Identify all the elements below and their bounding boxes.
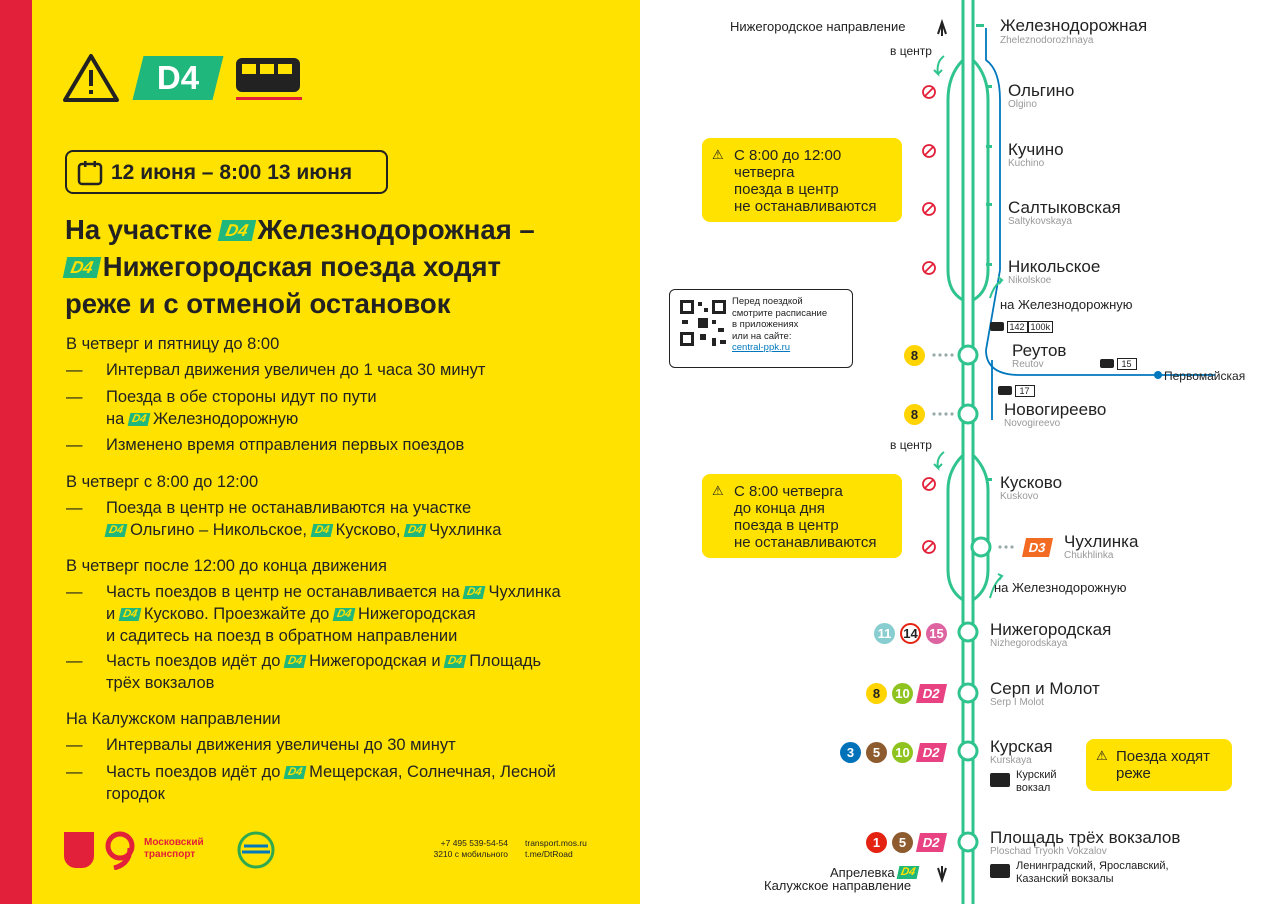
station-ring — [959, 742, 977, 760]
note-text — [1116, 748, 1210, 782]
d2-badge: D2 — [916, 833, 947, 852]
item-line: Чухлинка — [488, 583, 561, 601]
to-zhd-label: на Железнодорожную — [1000, 297, 1133, 312]
station-name: Никольское — [1008, 257, 1101, 276]
item-line: на — [106, 410, 125, 428]
note-line: до конца дня — [734, 500, 825, 517]
station-name: Кусково — [1000, 473, 1063, 492]
item-text: Интервалы движения увеличены до 30 минут — [106, 736, 456, 754]
poster: D4 12 июня – 8:00 13 июня На участке D4 Железнодорожная – D4 Нижегородская поезда ходят реже и с отменой остановок В четверг и пятницу до 8:00 — Интервал движения увеличен до 1 часа 30 минут — Поезда в обе стороны идут по пути на D4 Железнодорожную — Изменено время отправления первых поездов В четверг с 8:00 до 12:00 — Поезда в центр не останавливаются на участке D4 Ольгино – Никольское, D4 Кусково, D4 Чухлинка В четверг после 12:00 до конца движения — Часть поездов в центр не останавливается на D4 Чухлинка и D4 Кусково. Проезжайте до D4 Нижегородская и садитесь на поезд в обратном направлении — Часть поездов идёт до D4 Нижегородская и D4 Площадь трёх вокзалов На Калужском направлении — Интервалы движения увеличены до 30 минут — Часть поездов идёт до D4 Мещерская, Солнечная, Лесной городок Московский транспорт +7 495 539-54-54 3210 с мобильного transport.mos.ru t.me/DtRoad Нижегородское направление в центр в центр на Железнодорожную на Железнодорожную Первомайская Апрелевка D4 Калужское направление Железнодорожная Zheleznodorozhnaya Ольгино Olgino Кучино Kuchino Салтыковская Saltykovskaya Никольское Nikolskoe Реутов Reutov Новогиреево Novogireevo Кусково Kuskovo Чухлинка Chukhlinka Нижегородская Nizhegorodskaya Серп и Молот Serp I Molot Курская Kurskaya Площадь трёх вокзалов Ploschad Tryokh Vokzalov 8 8 D3 11 14 15 8 10 D2 3 5 10 D2 1 5 D2 142 100k 15 17 ⚠ С 8:00 до 12:00 четверга поезда в центр не останавливаются ⚠ С 8:00 четверга до конца дня поезда в центр не останавливаются ⚠ Поезда ходят реже Перед поездкой смотрите расписание в приложениях или на сайте: central-ppk.ru Курский вокзал Ленинградский, Ярославский, Казанский вокзалы — [0, 0, 1280, 904]
train-small-icon — [990, 773, 1010, 787]
train-small-icon — [990, 864, 1010, 878]
track-loop1-left — [948, 60, 963, 300]
item-line: и садитесь на поезд в обратном направлении — [106, 627, 458, 645]
bus-number: 142 — [1007, 321, 1028, 333]
station-name: Площадь трёх вокзалов — [990, 828, 1181, 847]
qr-line: в приложениях — [732, 319, 799, 330]
item-line: Часть поездов идёт до — [106, 763, 281, 781]
up-arrow-icon — [938, 22, 946, 36]
item-line: Площадь — [469, 652, 542, 670]
vokzal-text: Ленинградский, Ярославский, — [1016, 860, 1169, 872]
item-text — [106, 497, 606, 541]
qr-line: или на сайте: — [732, 330, 792, 342]
item-text — [106, 386, 606, 430]
moscow-coat-of-arms — [64, 832, 94, 868]
note-box-2 — [702, 474, 902, 558]
section-heading: В четверг после 12:00 до конца движения — [66, 557, 387, 575]
bus-tag-novog — [998, 386, 1035, 396]
footer-text: транспорт — [144, 849, 196, 860]
d4-tag: D4 — [284, 655, 307, 668]
station-name: Серп и Молот — [990, 679, 1100, 698]
list-item: — Поезда в обе стороны идут по пути на D4 Железнодорожную — [66, 386, 606, 430]
station-name: Новогиреево — [1004, 400, 1107, 419]
note-line: поезда в центр — [734, 181, 839, 198]
bus-tag-reutov — [990, 322, 1053, 332]
rzd-logo — [236, 830, 276, 870]
closed-stop-icons — [923, 86, 935, 553]
d2-badge: D2 — [916, 684, 947, 703]
station-name: Курская — [990, 737, 1053, 756]
qr-text — [732, 296, 827, 354]
station-ring — [972, 538, 990, 556]
station-latin: Saltykovskaya — [1008, 216, 1072, 227]
warning-icon: ⚠ — [712, 483, 724, 498]
item-line: Чухлинка — [429, 521, 502, 539]
item-line: городок — [106, 785, 165, 803]
title-part: реже и с отменой остановок — [65, 288, 451, 319]
d4-tag: D4 — [118, 608, 141, 621]
d4-tag: D4 — [332, 608, 355, 621]
metro-badge-5: 5 — [892, 832, 913, 853]
qr-box — [669, 289, 853, 368]
qr-line: Перед поездкой — [732, 296, 803, 307]
d4-tag: D4 — [404, 524, 427, 537]
mosgortrans-name — [144, 837, 204, 861]
train-icon — [234, 56, 304, 104]
metro-badge-15: 15 — [926, 623, 947, 644]
vokzal-text: Курский — [1016, 769, 1057, 781]
date-range: 12 июня – 8:00 13 июня — [111, 161, 353, 184]
metro-badge-8: 8 — [866, 683, 887, 704]
station-name: Кучино — [1008, 140, 1064, 159]
station-latin: Kuskovo — [1000, 491, 1039, 502]
metro-badge-14: 14 — [900, 623, 921, 644]
track-loop2-left — [948, 455, 963, 600]
station-name: Железнодорожная — [1000, 16, 1148, 35]
to-center-label: в центр — [890, 44, 932, 58]
station-latin: Kurskaya — [990, 755, 1032, 766]
page-title — [65, 211, 625, 322]
bus-number: 17 — [1015, 385, 1035, 397]
footer-links — [525, 838, 587, 860]
section-heading: На Калужском направлении — [66, 710, 281, 728]
section-heading: В четверг с 8:00 до 12:00 — [66, 473, 259, 491]
metro-badge-3: 3 — [840, 742, 861, 763]
note-line: четверга — [734, 164, 795, 181]
d4-logo — [133, 56, 224, 100]
list-item: — Часть поездов в центр не останавливается на D4 Чухлинка и D4 Кусково. Проезжайте до D4 Нижегородская и садитесь на поезд в обратном направлении — [66, 581, 606, 647]
d4-tag: D4 — [444, 655, 467, 668]
station-latin: Nizhegorodskaya — [990, 638, 1068, 649]
station-ring — [959, 833, 977, 851]
metro-badge-8: 8 — [904, 404, 925, 425]
d2-badge: D2 — [916, 743, 947, 762]
item-line: и — [106, 605, 116, 623]
item-line: Кусково. Проезжайте до — [143, 605, 330, 623]
item-line: Мещерская, Солнечная, Лесной — [309, 763, 556, 781]
station-name: Нижегородская — [990, 620, 1112, 639]
station-latin: Kuchino — [1008, 158, 1045, 169]
item-text: Изменено время отправления первых поездов — [106, 436, 465, 454]
dir-top: Нижегородское направление — [730, 19, 906, 34]
station-latin: Chukhlinka — [1064, 550, 1114, 561]
station-latin: Nikolskoe — [1008, 275, 1052, 286]
station-latin: Novogireevo — [1004, 418, 1061, 429]
platform-ticks — [976, 24, 992, 481]
station-ring — [959, 346, 977, 364]
bus-number: 100k — [1028, 321, 1054, 333]
track-loop1-right — [973, 60, 988, 300]
bus-icon — [998, 386, 1012, 395]
note-box-1 — [702, 138, 902, 222]
metro-badge-8: 8 — [904, 345, 925, 366]
kaluga-dir-label: Калужское направление — [764, 878, 912, 893]
metro-badge-1: 1 — [866, 832, 887, 853]
metro3-dot — [1154, 371, 1162, 379]
footer-link[interactable]: transport.mos.ru — [525, 838, 587, 848]
bus-icon — [990, 322, 1004, 331]
calendar-icon — [77, 160, 103, 186]
bus-tag-perv — [1100, 359, 1137, 369]
bus-number: 15 — [1117, 358, 1137, 370]
station-latin: Serp I Molot — [990, 697, 1044, 708]
warning-icon — [62, 52, 120, 104]
note-line: реже — [1116, 765, 1151, 782]
to-zhd-label: на Железнодорожную — [994, 580, 1127, 595]
d4-tag: D4 — [463, 586, 486, 599]
note-line: С 8:00 четверга — [734, 483, 843, 500]
metro-badge-10: 10 — [892, 683, 913, 704]
bus-icon — [1100, 359, 1114, 368]
item-line: Поезда в центр не останавливаются на участке — [106, 499, 472, 517]
note-line: С 8:00 до 12:00 — [734, 147, 842, 164]
list-item: — Часть поездов идёт до D4 Нижегородская и D4 Площадь трёх вокзалов — [66, 650, 606, 694]
vokzal-text: Казанский вокзалы — [1016, 873, 1114, 885]
item-line: Нижегородская — [357, 605, 476, 623]
track-loop2-right — [973, 455, 988, 600]
metro-badge-11: 11 — [874, 623, 895, 644]
note-line: не останавливаются — [734, 534, 877, 551]
item-text — [106, 650, 606, 694]
kursk-vokzal — [990, 769, 1057, 795]
date-box — [65, 150, 388, 194]
item-line: Нижегородская и — [309, 652, 441, 670]
station-latin: Ploschad Tryokh Vokzalov — [990, 846, 1107, 857]
item-line: Часть поездов идёт до — [106, 652, 281, 670]
note-text — [734, 147, 876, 215]
note-line: Поезда ходят — [1116, 748, 1211, 765]
to-center-label: в центр — [890, 438, 932, 452]
footer-phone — [432, 838, 508, 860]
station-name: Ольгино — [1008, 81, 1075, 100]
station-latin: Zheleznodorozhnaya — [1000, 35, 1094, 46]
down-arrow-icon — [938, 866, 946, 880]
station-name: Реутов — [1012, 341, 1067, 360]
note-box-3 — [1086, 739, 1232, 791]
list-item: — Часть поездов идёт до D4 Мещерская, Солнечная, Лесной городок — [66, 761, 606, 805]
item-line: Кусково, — [335, 521, 401, 539]
vokzal-text: вокзал — [1016, 782, 1051, 794]
item-line: Поезда в обе стороны идут по пути — [106, 388, 377, 406]
d4-tag: D4 — [310, 524, 333, 537]
d4-tag: D4 — [897, 866, 920, 879]
qr-code[interactable] — [678, 298, 728, 348]
station-name: Чухлинка — [1064, 532, 1139, 551]
warning-icon: ⚠ — [712, 147, 724, 162]
item-line: Железнодорожную — [152, 410, 299, 428]
title-part: На участке — [65, 214, 213, 245]
footer-text: Московский — [144, 837, 204, 848]
item-line: трёх вокзалов — [106, 674, 215, 692]
section-heading: В четверг и пятницу до 8:00 — [66, 335, 280, 353]
item-text — [106, 581, 606, 647]
aprelevka-text: Апрелевка — [830, 865, 895, 880]
station-ring — [959, 405, 977, 423]
footer-text: 3210 с мобильного — [433, 849, 508, 859]
metro-badge-10: 10 — [892, 742, 913, 763]
footer-text: +7 495 539-54-54 — [440, 838, 508, 848]
note-text — [734, 483, 876, 551]
station-latin: Olgino — [1008, 99, 1037, 110]
mosgortrans-logo — [104, 830, 140, 870]
station-ring — [959, 623, 977, 641]
footer-link[interactable]: t.me/DtRoad — [525, 849, 573, 859]
list-item: — Поезда в центр не останавливаются на участке D4 Ольгино – Никольское, D4 Кусково, D4 Чухлинка — [66, 497, 606, 541]
note-line: не останавливаются — [734, 198, 877, 215]
item-line: Ольгино – Никольское, — [130, 521, 307, 539]
title-part: Нижегородская поезда ходят — [102, 251, 501, 282]
station-name: Салтыковская — [1008, 198, 1121, 217]
item-line: Часть поездов в центр не останавливается на — [106, 583, 460, 601]
d4-tag: D4 — [218, 220, 256, 241]
station-ring — [959, 684, 977, 702]
red-side-bar — [0, 0, 32, 904]
d4-tag: D4 — [63, 257, 101, 278]
d4-logo-text: D4 — [156, 59, 200, 96]
d4-tag: D4 — [105, 524, 128, 537]
metro-badge-5: 5 — [866, 742, 887, 763]
note-line: поезда в центр — [734, 517, 839, 534]
item-text — [106, 761, 606, 805]
qr-line: смотрите расписание — [732, 307, 828, 319]
track-lines — [948, 0, 988, 904]
d4-tag: D4 — [128, 413, 151, 426]
warning-icon: ⚠ — [1096, 748, 1108, 763]
pervomayskaya-label: Первомайская — [1164, 369, 1246, 383]
qr-link[interactable]: central-ppk.ru — [732, 342, 791, 353]
item-text: Интервал движения увеличен до 1 часа 30 минут — [106, 361, 486, 379]
title-part: Железнодорожная – — [257, 214, 535, 245]
pl3-vokzals — [990, 860, 1169, 886]
station-latin: Reutov — [1012, 359, 1044, 370]
d4-tag: D4 — [284, 766, 307, 779]
d3-badge: D3 — [1022, 538, 1053, 557]
